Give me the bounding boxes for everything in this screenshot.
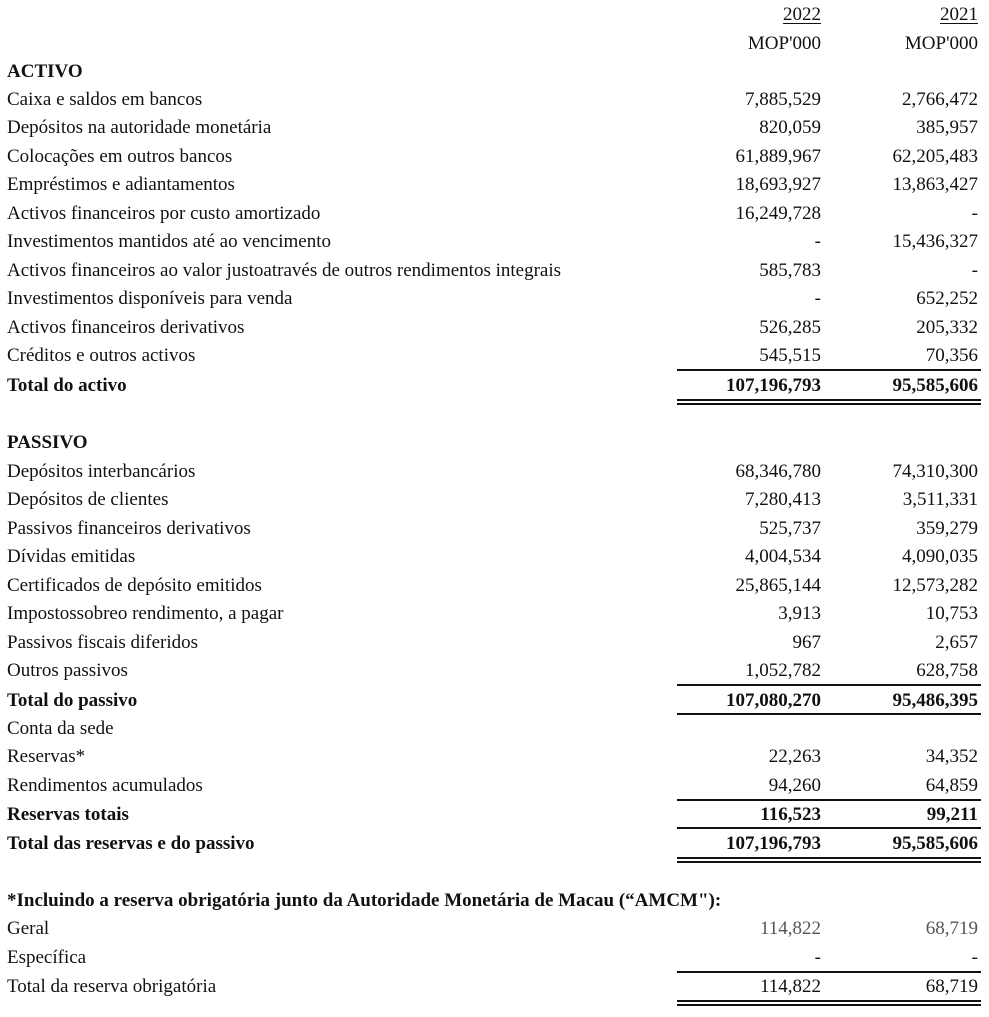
table-row	[0, 629, 989, 657]
value-2021: 15,436,327	[892, 231, 978, 252]
grand-total-2021: 95,585,606	[892, 833, 978, 854]
row-label: Depósitos na autoridade monetária	[7, 117, 272, 138]
value-2022: 61,889,967	[735, 146, 821, 167]
total-double-rule	[677, 1000, 981, 1006]
value-2021: 10,753	[925, 603, 978, 624]
table-row	[0, 342, 989, 370]
total-2022: 107,080,270	[726, 690, 821, 711]
value-2021: 13,863,427	[892, 174, 978, 195]
value-2022: 16,249,728	[735, 203, 821, 224]
row-label: Activos financeiros ao valor justoatravés de outros rendimentos integrais	[7, 260, 562, 281]
value-2022: 22,263	[768, 746, 821, 767]
grand-total-row	[0, 830, 989, 858]
value-2022: 4,004,534	[745, 546, 821, 567]
table-row	[0, 515, 989, 543]
total-2021: 68,719	[925, 976, 978, 997]
row-label: Investimentos mantidos até ao vencimento	[7, 231, 331, 252]
table-row	[0, 486, 989, 514]
row-label: Certificados de depósito emitidos	[7, 575, 262, 596]
liabilities-section-title	[0, 429, 989, 457]
row-label: Reservas*	[7, 746, 86, 767]
table-row	[0, 772, 989, 800]
table-row	[0, 143, 989, 171]
row-label: Activos financeiros por custo amortizado	[7, 203, 321, 224]
value-2022: 3,913	[778, 603, 821, 624]
value-2021: -	[971, 260, 978, 281]
value-2022: 68,346,780	[735, 461, 821, 482]
value-2021: 359,279	[916, 518, 978, 539]
unit-2021-header: MOP'000	[904, 33, 978, 54]
assets-section-title	[0, 58, 989, 86]
value-2021: 74,310,300	[892, 461, 978, 482]
total-2021: 99,211	[926, 804, 978, 825]
unit-2022-header: MOP'000	[747, 33, 821, 54]
value-2021: 385,957	[916, 117, 978, 138]
assets-title: ACTIVO	[7, 61, 83, 82]
row-label: Dívidas emitidas	[7, 546, 136, 567]
table-row	[0, 285, 989, 313]
row-label: Caixa e saldos em bancos	[7, 89, 203, 110]
row-label: Passivos financeiros derivativos	[7, 518, 251, 539]
value-2021: -	[971, 203, 978, 224]
value-2022: 94,260	[768, 775, 821, 796]
value-2022: -	[814, 947, 821, 968]
value-2022: 967	[792, 632, 821, 653]
table-row	[0, 915, 989, 943]
value-2022: 820,059	[759, 117, 821, 138]
footnote-title: *Incluindo a reserva obrigatória junto da Autoridade Monetária de Macau (“AMCM"):	[7, 890, 722, 911]
table-row	[0, 114, 989, 142]
row-label: Geral	[7, 918, 50, 939]
table-row	[0, 314, 989, 342]
total-label: Total da reserva obrigatória	[7, 976, 217, 997]
value-2022: 526,285	[759, 317, 821, 338]
row-label: Impostossobreo rendimento, a pagar	[7, 603, 284, 624]
subtotal-rule	[677, 369, 981, 371]
row-label: Passivos fiscais diferidos	[7, 632, 199, 653]
total-row	[0, 973, 989, 1001]
total-2022: 114,822	[759, 976, 821, 997]
row-label: Específica	[7, 947, 87, 968]
value-2021: 34,352	[925, 746, 978, 767]
subtotal-rule	[677, 684, 981, 686]
table-row	[0, 200, 989, 228]
value-2022: 545,515	[759, 345, 821, 366]
value-2022: 7,280,413	[745, 489, 821, 510]
year-2022-header: 2022	[783, 4, 821, 25]
value-2021: 62,205,483	[892, 146, 978, 167]
value-2021: 70,356	[925, 345, 978, 366]
table-row	[0, 944, 989, 972]
table-row	[0, 572, 989, 600]
footnote-title-row	[0, 887, 989, 915]
value-2022: 25,865,144	[735, 575, 821, 596]
subtotal-rule	[677, 827, 981, 829]
value-2021: 68,719	[925, 918, 978, 939]
value-2021: 12,573,282	[892, 575, 978, 596]
total-row	[0, 372, 989, 400]
table-row	[0, 543, 989, 571]
total-double-rule	[677, 399, 981, 405]
total-row	[0, 687, 989, 715]
value-2022: 114,822	[759, 918, 821, 939]
value-2022: 7,885,529	[745, 89, 821, 110]
grand-total-double-rule	[677, 857, 981, 863]
row-label: Depósitos de clientes	[7, 489, 169, 510]
value-2021: -	[971, 947, 978, 968]
column-year-header	[0, 1, 989, 29]
value-2021: 3,511,331	[902, 489, 978, 510]
value-2022: 18,693,927	[735, 174, 821, 195]
row-label: Empréstimos e adiantamentos	[7, 174, 235, 195]
table-row	[0, 228, 989, 256]
value-2021: 64,859	[925, 775, 978, 796]
total-2021: 95,585,606	[892, 375, 978, 396]
value-2022: -	[814, 231, 821, 252]
table-row	[0, 657, 989, 685]
table-row	[0, 743, 989, 771]
value-2022: 585,783	[759, 260, 821, 281]
total-row	[0, 801, 989, 829]
year-2021-header: 2021	[940, 4, 978, 25]
row-label: Conta da sede	[7, 718, 114, 739]
table-row	[0, 257, 989, 285]
total-2022: 107,196,793	[726, 375, 821, 396]
row-label: Depósitos interbancários	[7, 461, 196, 482]
liabilities-title: PASSIVO	[7, 432, 88, 453]
value-2021: 4,090,035	[902, 546, 978, 567]
total-2022: 116,523	[760, 804, 821, 825]
table-row	[0, 171, 989, 199]
grand-total-2022: 107,196,793	[726, 833, 821, 854]
table-row	[0, 458, 989, 486]
value-2022: 1,052,782	[745, 660, 821, 681]
row-label: Colocações em outros bancos	[7, 146, 233, 167]
value-2022: 525,737	[759, 518, 821, 539]
value-2021: 2,766,472	[902, 89, 978, 110]
value-2021: 205,332	[916, 317, 978, 338]
row-label: Rendimentos acumulados	[7, 775, 203, 796]
column-unit-header	[0, 30, 989, 58]
value-2021: 652,252	[916, 288, 978, 309]
value-2022: -	[814, 288, 821, 309]
grand-total-label: Total das reservas e do passivo	[7, 833, 255, 854]
table-row	[0, 86, 989, 114]
value-2021: 2,657	[935, 632, 978, 653]
table-row	[0, 715, 989, 743]
row-label: Activos financeiros derivativos	[7, 317, 245, 338]
table-row	[0, 600, 989, 628]
value-2021: 628,758	[916, 660, 978, 681]
total-label: Total do passivo	[7, 690, 138, 711]
total-2021: 95,486,395	[892, 690, 978, 711]
row-label: Créditos e outros activos	[7, 345, 196, 366]
total-label: Total do activo	[7, 375, 127, 396]
row-label: Investimentos disponíveis para venda	[7, 288, 293, 309]
row-label: Outros passivos	[7, 660, 128, 681]
total-label: Reservas totais	[7, 804, 129, 825]
